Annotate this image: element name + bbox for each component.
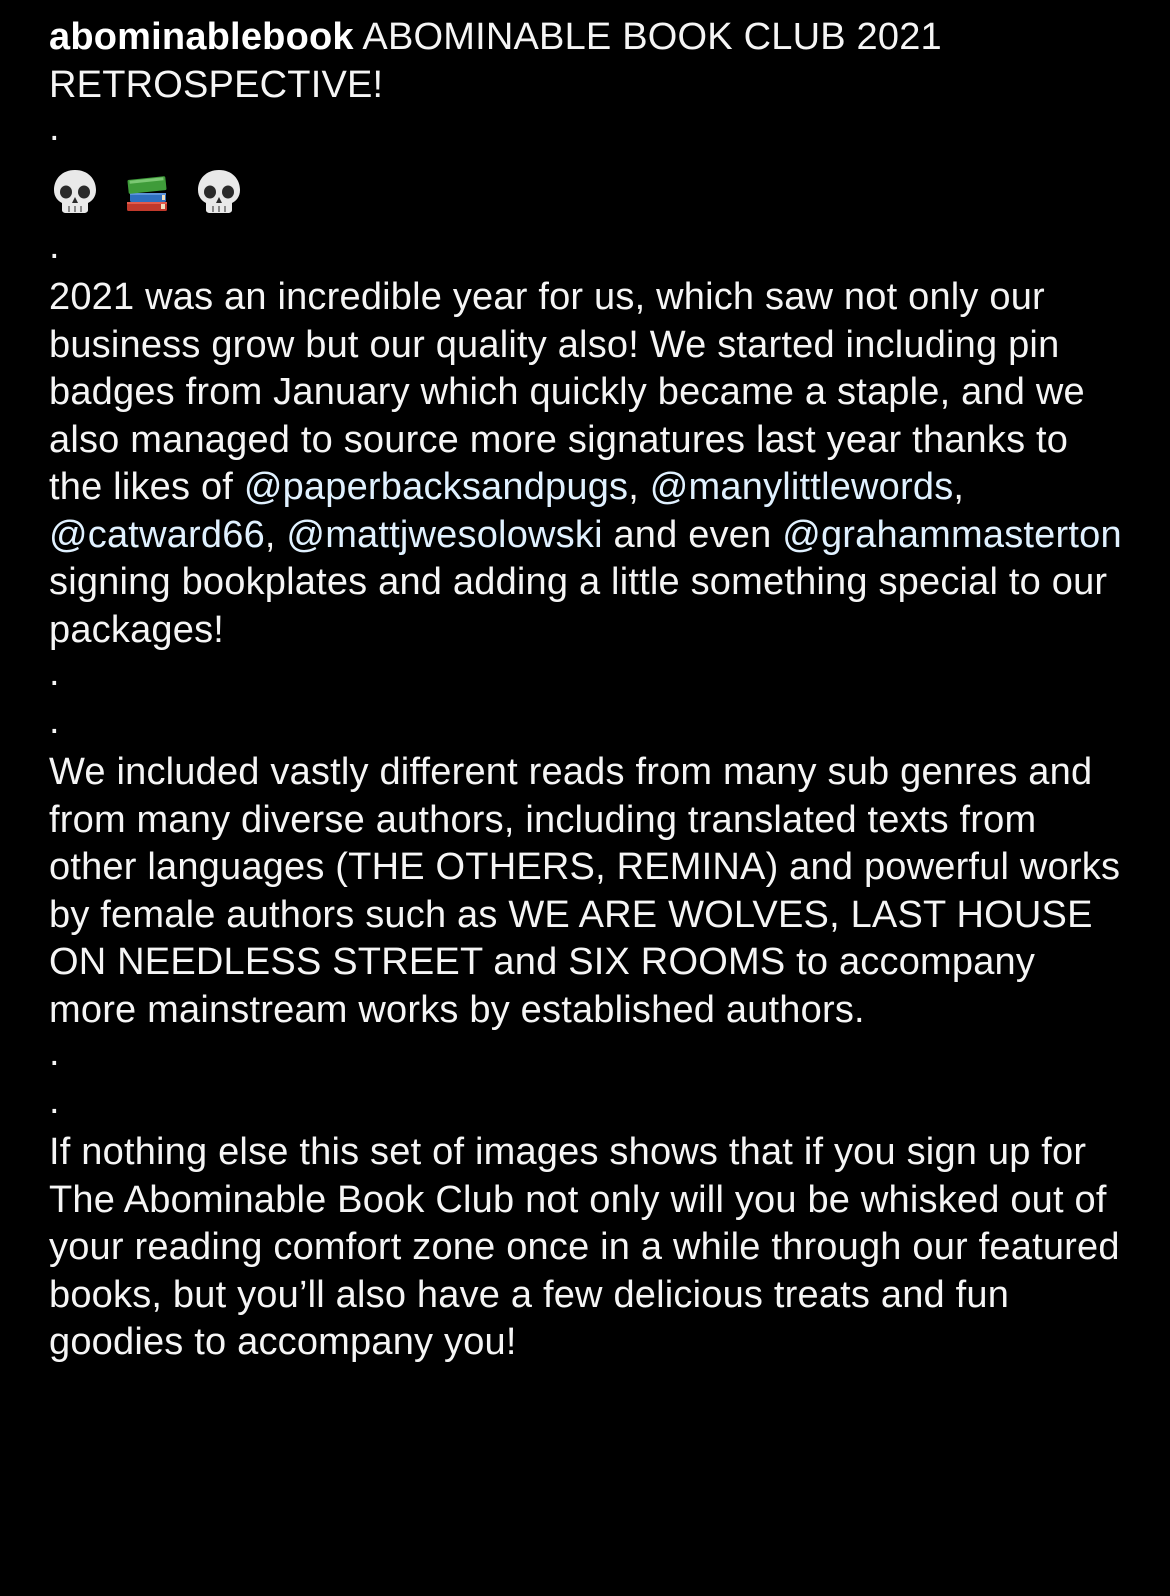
separator-dot: .	[49, 1079, 60, 1122]
mention-separator: ,	[264, 513, 287, 556]
mention-grahammasterton[interactable]: @grahammasterton	[782, 513, 1122, 556]
mention-catward66[interactable]: @catward66	[49, 513, 265, 556]
post-caption	[49, 14, 1133, 1367]
separator-dot: .	[49, 652, 60, 694]
caption-header	[49, 14, 1129, 109]
username-link[interactable]: abominablebook	[49, 16, 354, 58]
mention-separator: ,	[628, 466, 650, 508]
mention-separator: ,	[953, 466, 975, 508]
caption-paragraph-1	[49, 274, 1133, 654]
mention-paperbacksandpugs[interactable]: @paperbacksandpugs	[243, 466, 629, 508]
separator-dot: .	[49, 699, 60, 742]
separator-dot: .	[49, 107, 60, 149]
separator-dot: .	[49, 1032, 60, 1074]
separator-dot: .	[49, 224, 60, 267]
mention-mattjwesolowski[interactable]: @mattjwesolowski	[286, 513, 603, 556]
mention-manylittlewords[interactable]: @manylittlewords	[649, 466, 954, 508]
skull-icon	[49, 166, 101, 218]
emoji-row	[49, 157, 1129, 227]
caption-paragraph-3: If nothing else this set of images shows that if you sign up for The Abominable Book Club not only will you be whisked out of your reading comfort zone once in a while through our featured books, but you’ll also have a few delicious treats and fun goodies to accompany you!	[49, 1131, 1131, 1363]
paragraph-1-text: signing bookplates and adding a little something special to our packages!	[49, 513, 1133, 651]
skull-icon	[193, 166, 245, 218]
caption-title: ABOMINABLE BOOK CLUB 2021 RETROSPECTIVE!	[49, 16, 953, 106]
books-icon	[121, 166, 173, 218]
caption-paragraph-2: We included vastly different reads from many sub genres and from many diverse authors, including translated texts from other languages (THE OTHERS, REMINA) and powerful works by female authors such as WE ARE WOLVES, LAST HOUSE ON NEEDLESS STREET and SIX ROOMS to accompany more mainstream works by established authors.	[49, 751, 1131, 1031]
paragraph-1-text: 2021 was an incredible year for us, which saw not only our business grow but our quality also! We started including pin badges from January which quickly became a staple, and we also managed to source more signatures last year thanks to the likes of	[49, 276, 1096, 508]
paragraph-1-text: and even	[602, 513, 783, 556]
